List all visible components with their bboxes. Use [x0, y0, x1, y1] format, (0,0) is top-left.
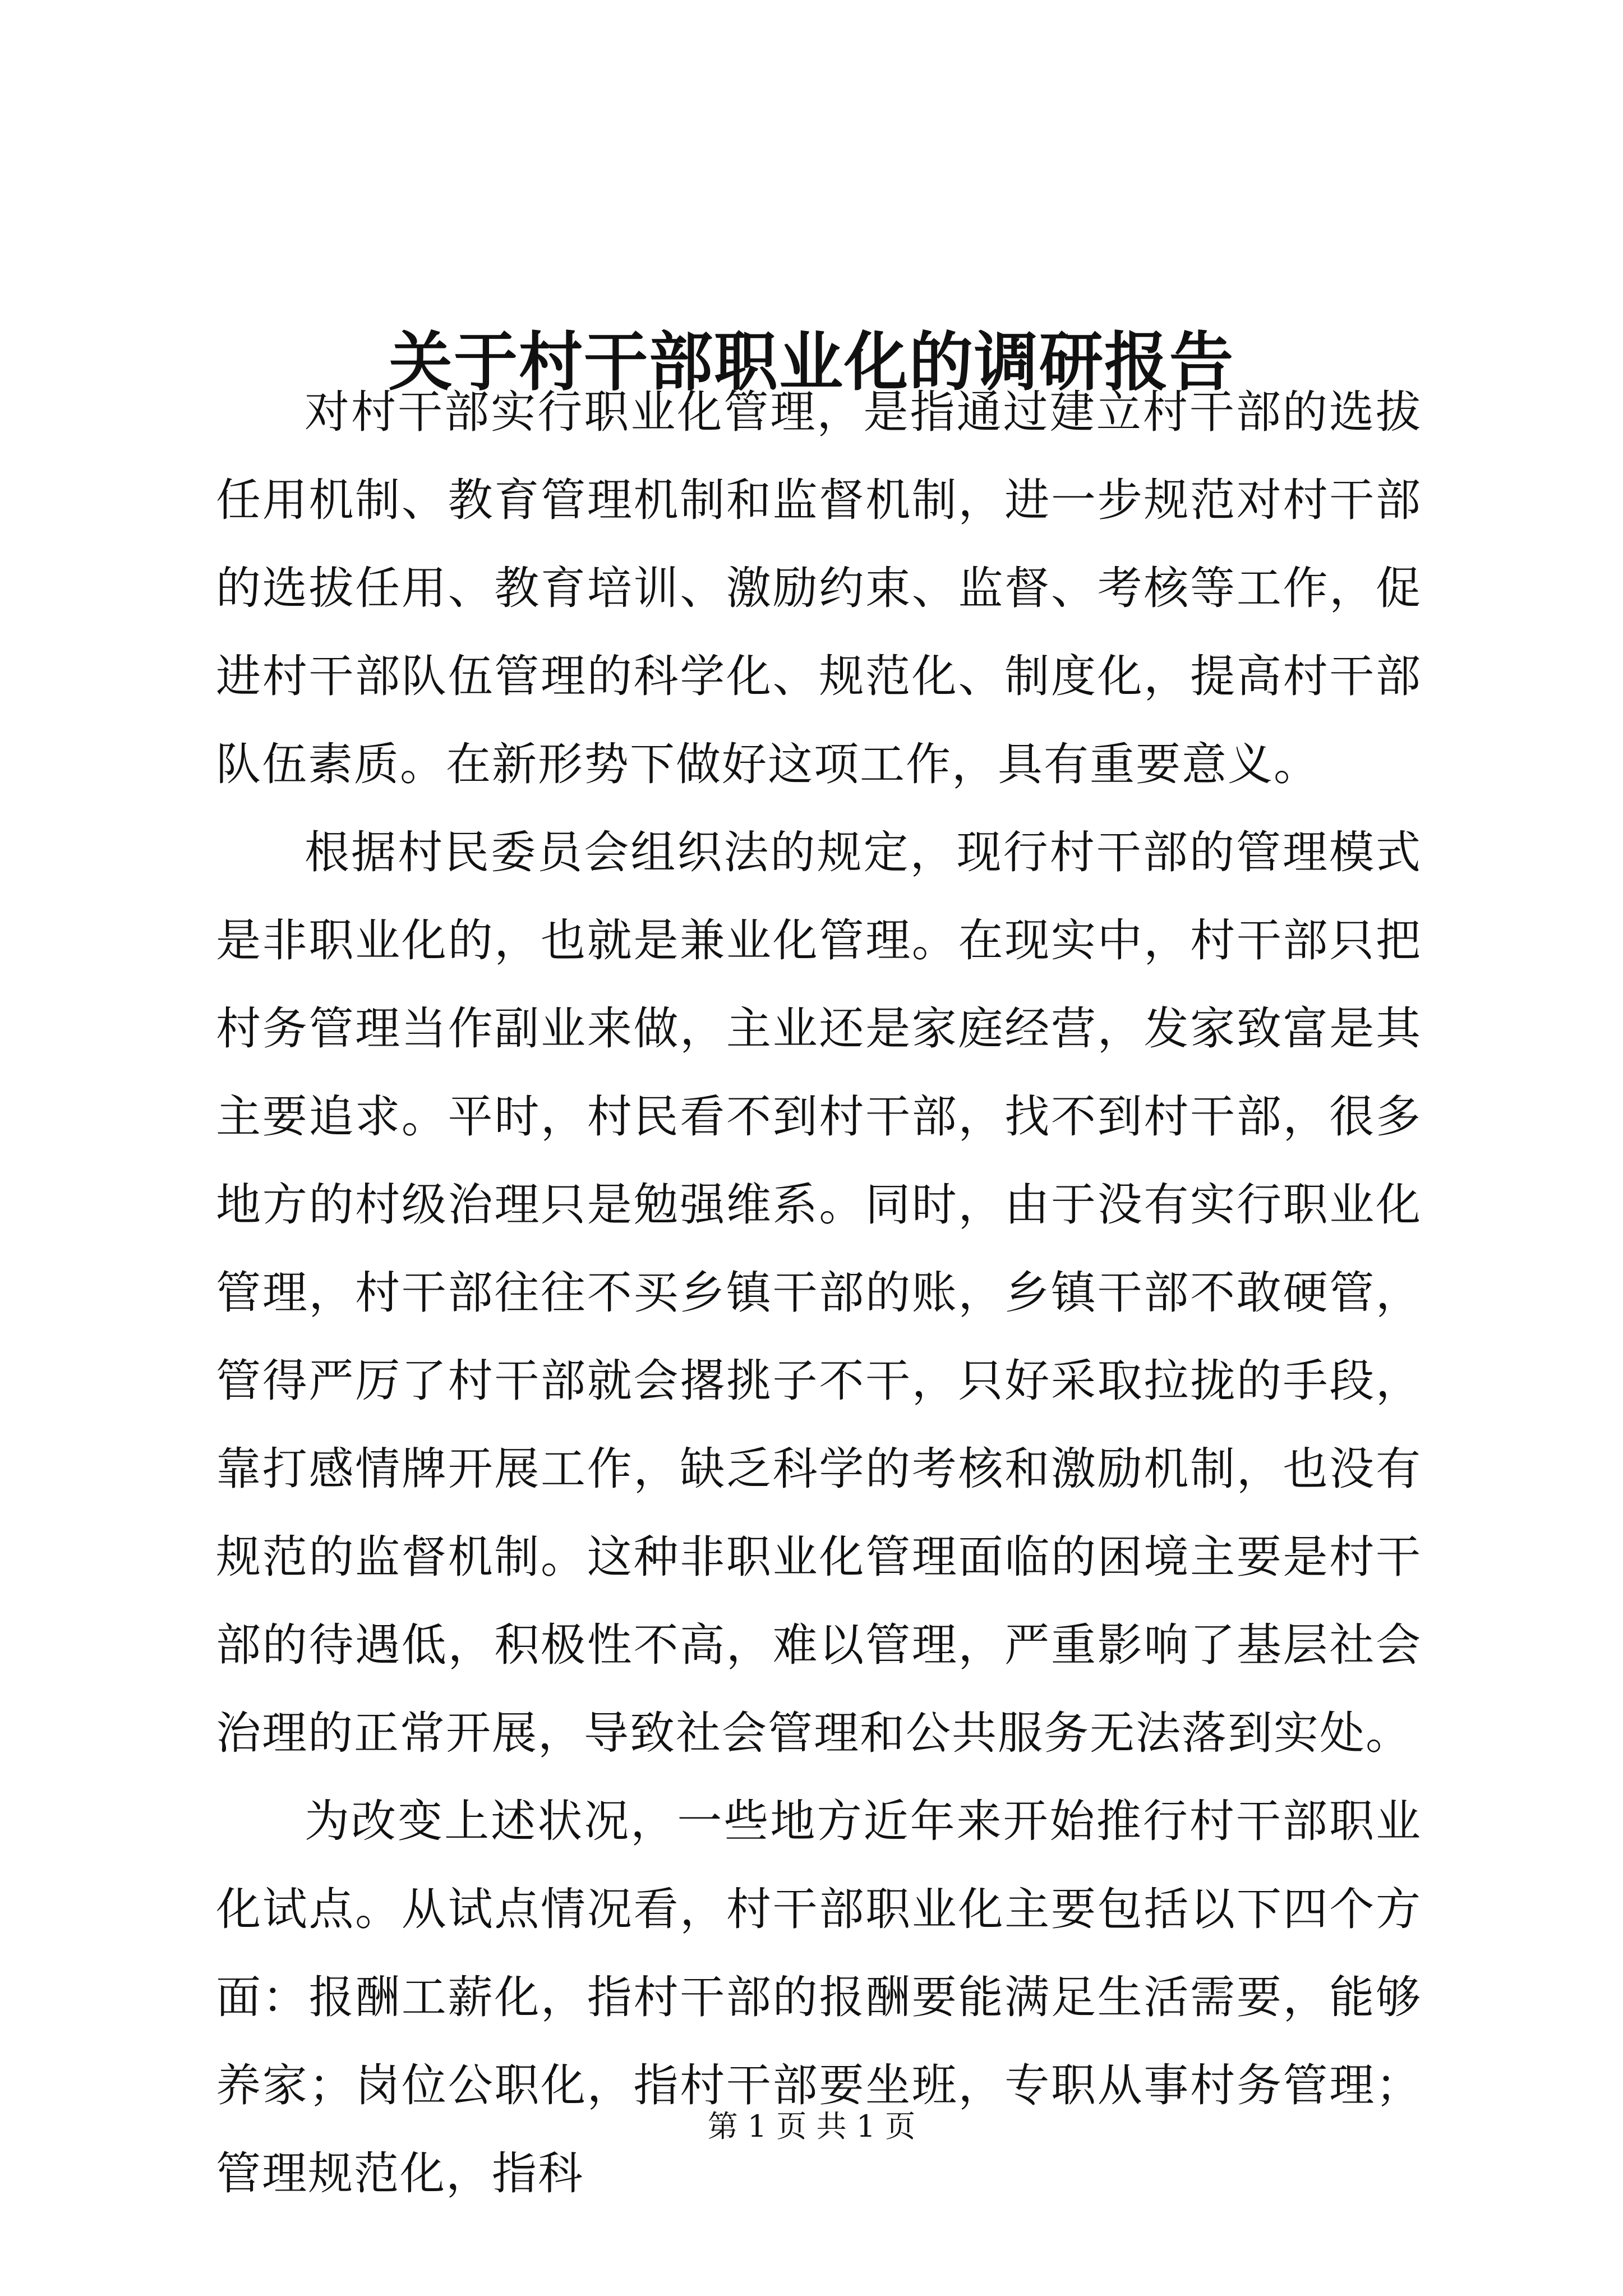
paragraph-3: 为改变上述状况，一些地方近年来开始推行村干部职业化试点。从试点情况看，村干部职业化主要包括以下四个方面：报酬工薪化，指村干部的报酬要能满足生活需要，能够养家；岗位公职化，指村干部要坐班，专职从事村务管理；管理规范化，指科 [216, 1795, 1422, 2200]
document-body [216, 368, 1422, 2217]
document-title: 关于村干部职业化的调研报告 [388, 324, 1234, 400]
page-footer: 第 1 页 共 1 页 [707, 2109, 916, 2144]
paragraph-1: 对村干部实行职业化管理，是指通过建立村干部的选拔任用机制、教育管理机制和监督机制，进一步规范对村干部的选拔任用、教育培训、激励约束、监督、考核等工作，促进村干部队伍管理的科学化、规范化、制度化，提高村干部队伍素质。在新形势下做好这项工作，具有重要意义。 [216, 386, 1422, 790]
paragraph-2: 根据村民委员会组织法的规定，现行村干部的管理模式是非职业化的，也就是兼业化管理。在现实中，村干部只把村务管理当作副业来做，主业还是家庭经营，发家致富是其主要追求。平时，村民看不到村干部，找不到村干部，很多地方的村级治理只是勉强维系。同时，由于没有实行职业化管理，村干部往往不买乡镇干部的账，乡镇干部不敢硬管，管得严厉了村干部就会撂挑子不干，只好采取拉拢的手段，靠打感情牌开展工作，缺乏科学的考核和激励机制，也没有规范的监督机制。这种非职业化管理面临的困境主要是村干部的待遇低，积极性不高，难以管理，严重影响了基层社会治理的正常开展，导致社会管理和公共服务无法落到实处。 [216, 826, 1422, 1759]
